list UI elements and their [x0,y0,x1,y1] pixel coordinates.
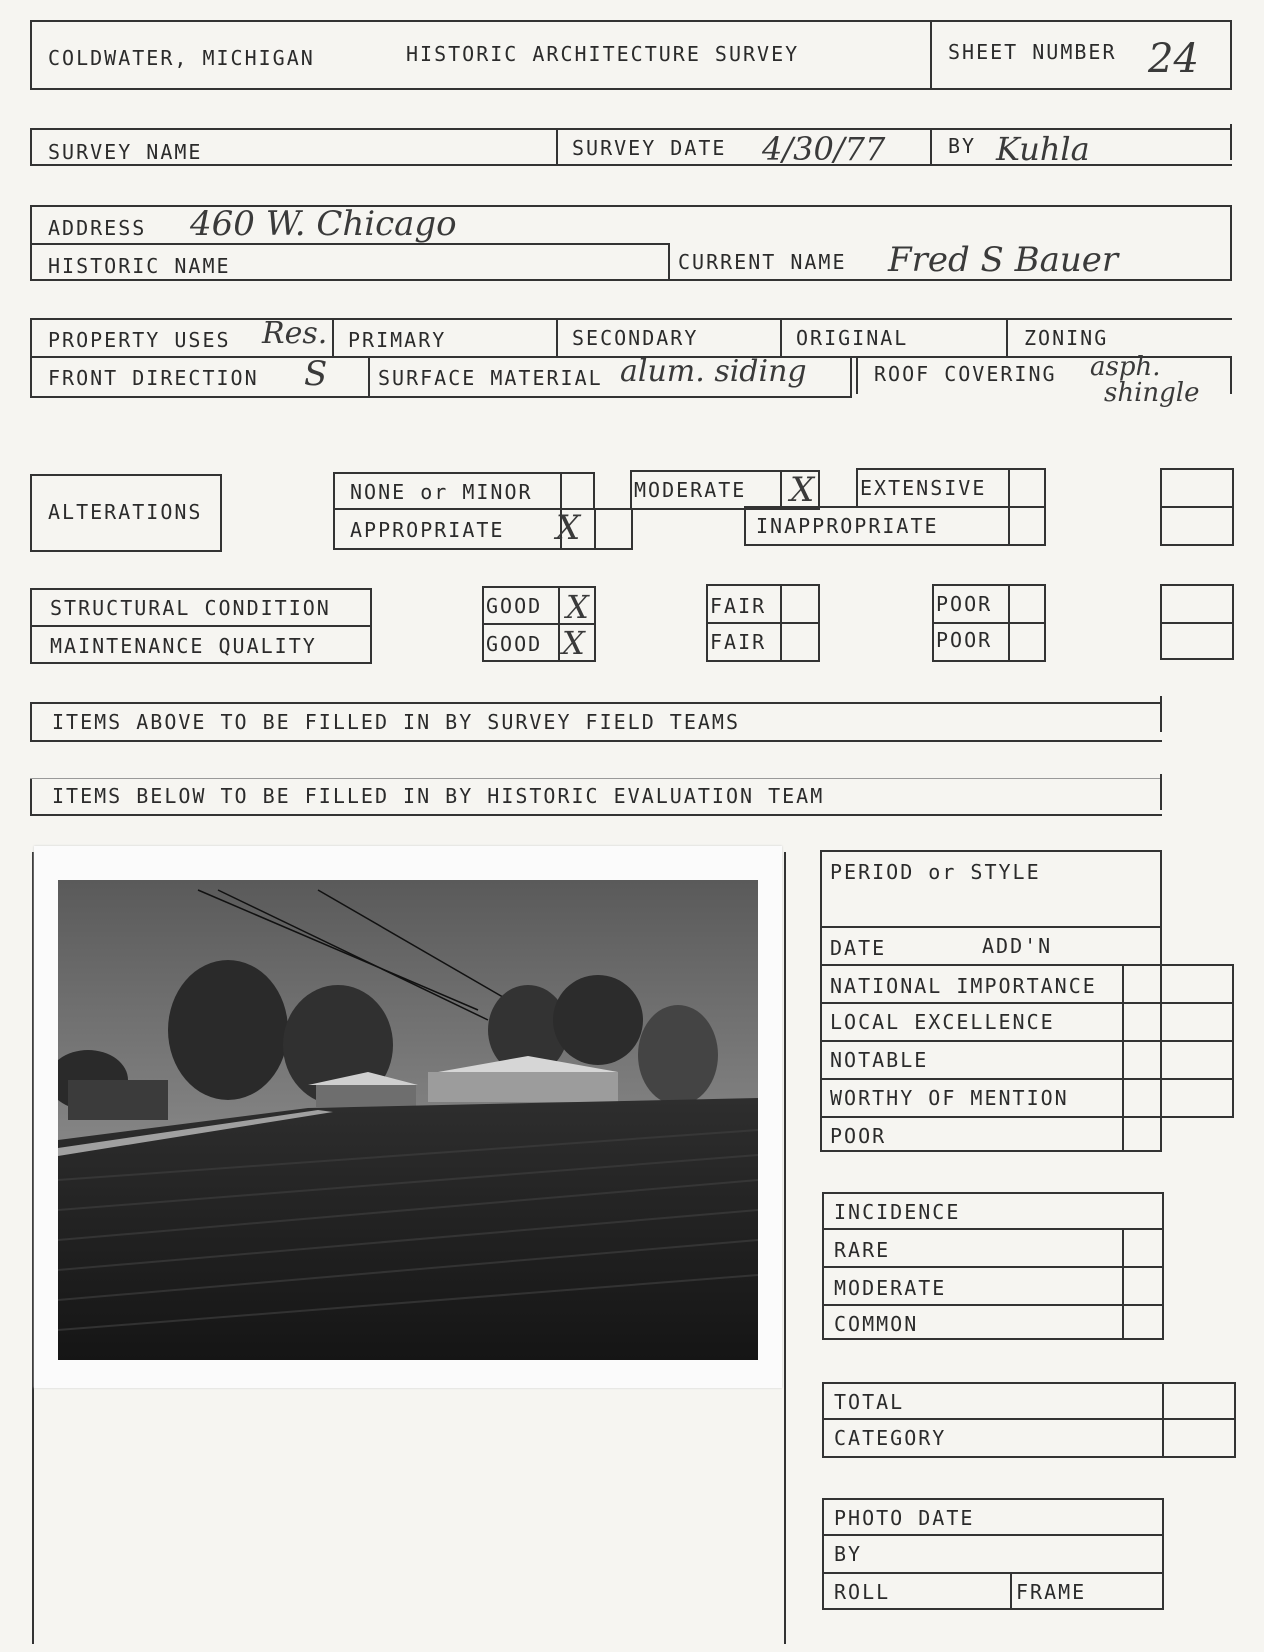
common-label: COMMON [834,1312,919,1336]
notable-label: NOTABLE [830,1048,929,1072]
sheet-number-value: 24 [1148,36,1199,82]
none-minor-label: NONE or MINOR [350,480,533,504]
structural-condition-label: STRUCTURAL CONDITION [50,596,331,620]
structural-fair-label: FAIR [710,594,767,618]
frame-label: FRAME [1016,1580,1087,1604]
appropriate-label: APPROPRIATE [350,518,505,542]
current-name-label: CURRENT NAME [678,250,847,274]
moderate-label: MODERATE [634,478,747,502]
address-value: 460 W. Chicago [190,204,457,244]
extensive-label: EXTENSIVE [860,476,987,500]
primary-label: PRIMARY [348,328,447,352]
original-label: ORIGINAL [796,326,909,350]
roll-label: ROLL [834,1580,891,1604]
total-label: TOTAL [834,1390,905,1414]
structural-good-mark: X [566,588,589,626]
city-label: COLDWATER, MICHIGAN [48,46,315,70]
front-direction-label: FRONT DIRECTION [48,366,259,390]
property-uses-value: Res. [262,316,328,351]
photo-by-label: BY [834,1542,863,1566]
rare-label: RARE [834,1238,891,1262]
note-below: ITEMS BELOW TO BE FILLED IN BY HISTORIC EVALUATION TEAM [52,784,825,808]
current-name-value: Fred S Bauer [888,240,1119,280]
category-label: CATEGORY [834,1426,947,1450]
survey-name-label: SURVEY NAME [48,140,203,164]
address-label: ADDRESS [48,216,147,240]
structural-good-label: GOOD [486,594,543,618]
alterations-label: ALTERATIONS [48,500,203,524]
surveyor-value: Kuhla [996,130,1090,168]
survey-date-value: 4/30/77 [762,130,886,168]
worthy-of-mention-label: WORTHY OF MENTION [830,1086,1069,1110]
surface-material-value: alum. siding [620,354,807,389]
addn-label: ADD'N [982,934,1053,958]
form-title: HISTORIC ARCHITECTURE SURVEY [406,42,800,66]
surveyor-label: BY [948,134,977,158]
roof-covering-value-1: asph. [1090,352,1161,382]
secondary-label: SECONDARY [572,326,699,350]
inappropriate-label: INAPPROPRIATE [756,514,939,538]
survey-date-label: SURVEY DATE [572,136,727,160]
period-style-label: PERIOD or STYLE [830,860,1041,884]
house-photograph [58,880,758,1360]
maintenance-quality-label: MAINTENANCE QUALITY [50,634,317,658]
photo-date-label: PHOTO DATE [834,1506,975,1530]
national-importance-label: NATIONAL IMPORTANCE [830,974,1097,998]
date-label: DATE [830,936,887,960]
historic-name-label: HISTORIC NAME [48,254,231,278]
front-direction-value: S [304,354,328,394]
incidence-label: INCIDENCE [834,1200,961,1224]
appropriate-mark: X [556,508,581,548]
incidence-moderate-label: MODERATE [834,1276,947,1300]
structural-poor-label: POOR [936,592,993,616]
sheet-number-label: SHEET NUMBER [948,40,1117,64]
note-above: ITEMS ABOVE TO BE FILLED IN BY SURVEY FIELD TEAMS [52,710,741,734]
evaluation-poor-label: POOR [830,1124,887,1148]
roof-covering-value-2: shingle [1104,378,1200,408]
surface-material-label: SURFACE MATERIAL [378,366,603,390]
maintenance-poor-label: POOR [936,628,993,652]
maintenance-fair-label: FAIR [710,630,767,654]
property-uses-label: PROPERTY USES [48,328,231,352]
local-excellence-label: LOCAL EXCELLENCE [830,1010,1055,1034]
maintenance-good-mark: X [562,624,585,662]
moderate-mark: X [790,470,815,510]
maintenance-good-label: GOOD [486,632,543,656]
zoning-label: ZONING [1024,326,1109,350]
roof-covering-label: ROOF COVERING [874,362,1057,386]
